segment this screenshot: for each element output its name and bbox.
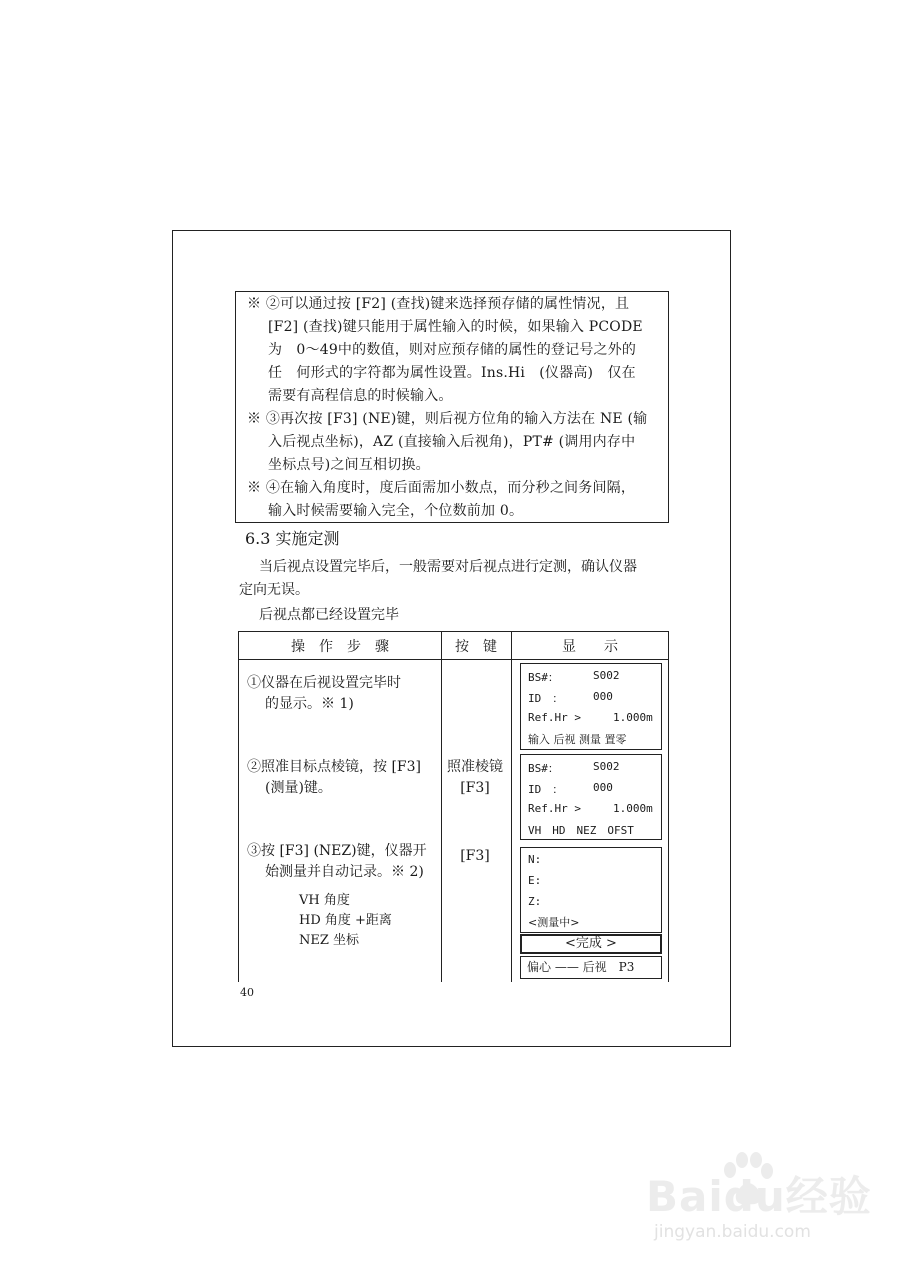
watermark-brand: Baidu经验 <box>646 1172 872 1221</box>
page-number: 40 <box>240 986 254 999</box>
intro-text: 后视点都已经设置完毕 <box>259 607 399 623</box>
step-1: ①仪器在后视设置完毕时 的显示。※ 1) <box>247 675 401 712</box>
status-complete: <完成 > <box>520 934 662 954</box>
step-3-modes: VH 角度 HD 角度 +距离 NEZ 坐标 <box>299 893 392 948</box>
step-2: ②照准目标点棱镜，按 [F3] (测量)键。 <box>247 759 421 796</box>
display-screen-3: N: E: Z: <测量中> <box>520 847 662 933</box>
note-4: ※ ④在输入角度时，度后面需加小数点，而分秒之间务间隔， 输入时候需要输入完全，个位数前加 0。 <box>247 480 636 519</box>
header-steps: 操 作 步 骤 <box>291 639 389 655</box>
step-2-key: 照准棱镜 [F3] <box>447 759 503 796</box>
baidu-watermark <box>646 1150 876 1250</box>
softkeys-3: 偏心 —— 后视 P3 <box>520 956 662 979</box>
step-3-key: [F3] <box>460 848 490 864</box>
note-mark: ※ <box>247 411 262 427</box>
header-divider <box>239 659 668 660</box>
paragraph: 当后视点设置完毕后，一般需要对后视点进行定测，确认仪器 定向无误。 <box>239 559 637 598</box>
header-key: 按 键 <box>455 639 497 655</box>
note-mark: ※ <box>247 296 262 312</box>
section-title: 6.3 实施定测 <box>245 529 340 548</box>
header-display: 显 示 <box>562 639 618 655</box>
softkeys-1: 输入 后视 测量 置零 <box>528 733 627 746</box>
step-3: ③按 [F3] (NEZ)键，仪器开 始测量并自动记录。※ 2) <box>247 843 427 880</box>
column-divider <box>511 632 512 982</box>
note-3: ※ ③再次按 [F3] (NE)键，则后视方位角的输入方法在 NE (输 入后视点坐标)，AZ (直接输入后视角)，PT# (调用内存中 坐标点号)之间互相切换。 <box>247 411 648 473</box>
display-screen-2: BS#： S002 ID ： 000 Ref.Hr > 1.000m VH HD NEZ OFST <box>520 754 662 840</box>
note-mark: ※ <box>247 480 262 496</box>
column-divider <box>441 632 442 982</box>
softkeys-2: VH HD NEZ OFST <box>528 824 634 837</box>
display-screen-1: BS#： S002 ID ： 000 Ref.Hr > 1.000m 输入 后视 测量 置零 <box>520 663 662 750</box>
note-2: ※ ②可以通过按 [F2] (查找)键来选择预存储的属性情况，且 [F2] (查找)键只能用于属性输入的时候，如果输入 PCODE 为 0～49中的数值，则对应预存储的属性的登记号之外的 任 何形式的字符都为属性设置。Ins.Hi (仪器高) 仅在 需要有高程信息的时候输入。 <box>247 296 643 404</box>
watermark-url: jingyan.baidu.com <box>654 1222 811 1242</box>
